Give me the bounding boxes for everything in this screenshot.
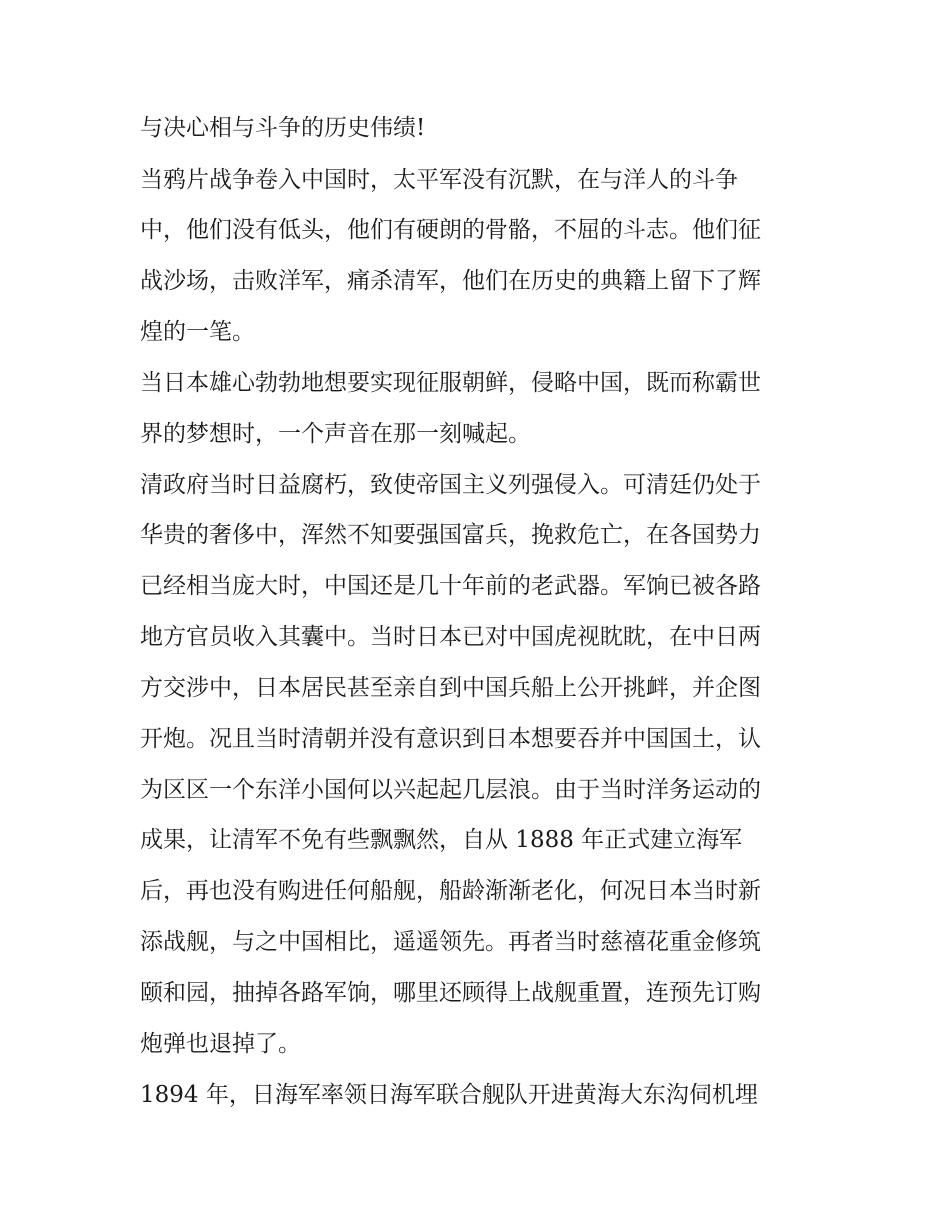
text-line: 成果，让清军不免有些飘飘然，自从 1888 年正式建立海军: [140, 827, 743, 853]
text-line: 中，他们没有低头，他们有硬朗的骨骼，不屈的斗志。他们征: [140, 217, 761, 243]
text-line: 炮弹也退掉了。: [140, 1031, 301, 1057]
text-line: 开炮。况且当时清朝并没有意识到日本想要吞并中国国土，认: [140, 726, 761, 752]
text-line: 当鸦片战争卷入中国时，太平军没有沉默，在与洋人的斗争: [140, 167, 738, 193]
text-line: 当日本雄心勃勃地想要实现征服朝鲜，侵略中国，既而称霸世: [140, 370, 761, 396]
text-line: 与决心相与斗争的历史伟绩!: [140, 115, 426, 141]
text-line: 地方官员收入其囊中。当时日本已对中国虎视眈眈，在中日两: [140, 624, 761, 650]
text-line: 为区区一个东洋小国何以兴起起几层浪。由于当时洋务运动的: [140, 777, 761, 803]
text-line: 方交涉中，日本居民甚至亲自到中国兵船上公开挑衅，并企图: [140, 675, 761, 701]
text-line: 清政府当时日益腐朽，致使帝国主义列强侵入。可清廷仍处于: [140, 472, 761, 498]
text-line: 华贵的奢侈中，浑然不知要强国富兵，挽救危亡，在各国势力: [140, 522, 761, 548]
text-line: 煌的一笔。: [140, 319, 255, 345]
text-line: 添战舰，与之中国相比，遥遥领先。再者当时慈禧花重金修筑: [140, 929, 761, 955]
text-line: 战沙场，击败洋军，痛杀清军，他们在历史的典籍上留下了辉: [140, 268, 761, 294]
text-line: 1894 年，日海军率领日海军联合舰队开进黄海大东沟伺机埋: [140, 1082, 758, 1108]
text-line: 界的梦想时，一个声音在那一刻喊起。: [140, 421, 531, 447]
text-line: 颐和园，抽掉各路军饷，哪里还顾得上战舰重置，连预先订购: [140, 980, 761, 1006]
text-line: 后，再也没有购进任何船舰，船龄渐渐老化，何况日本当时新: [140, 878, 761, 904]
text-line: 已经相当庞大时，中国还是几十年前的老武器。军饷已被各路: [140, 573, 761, 599]
